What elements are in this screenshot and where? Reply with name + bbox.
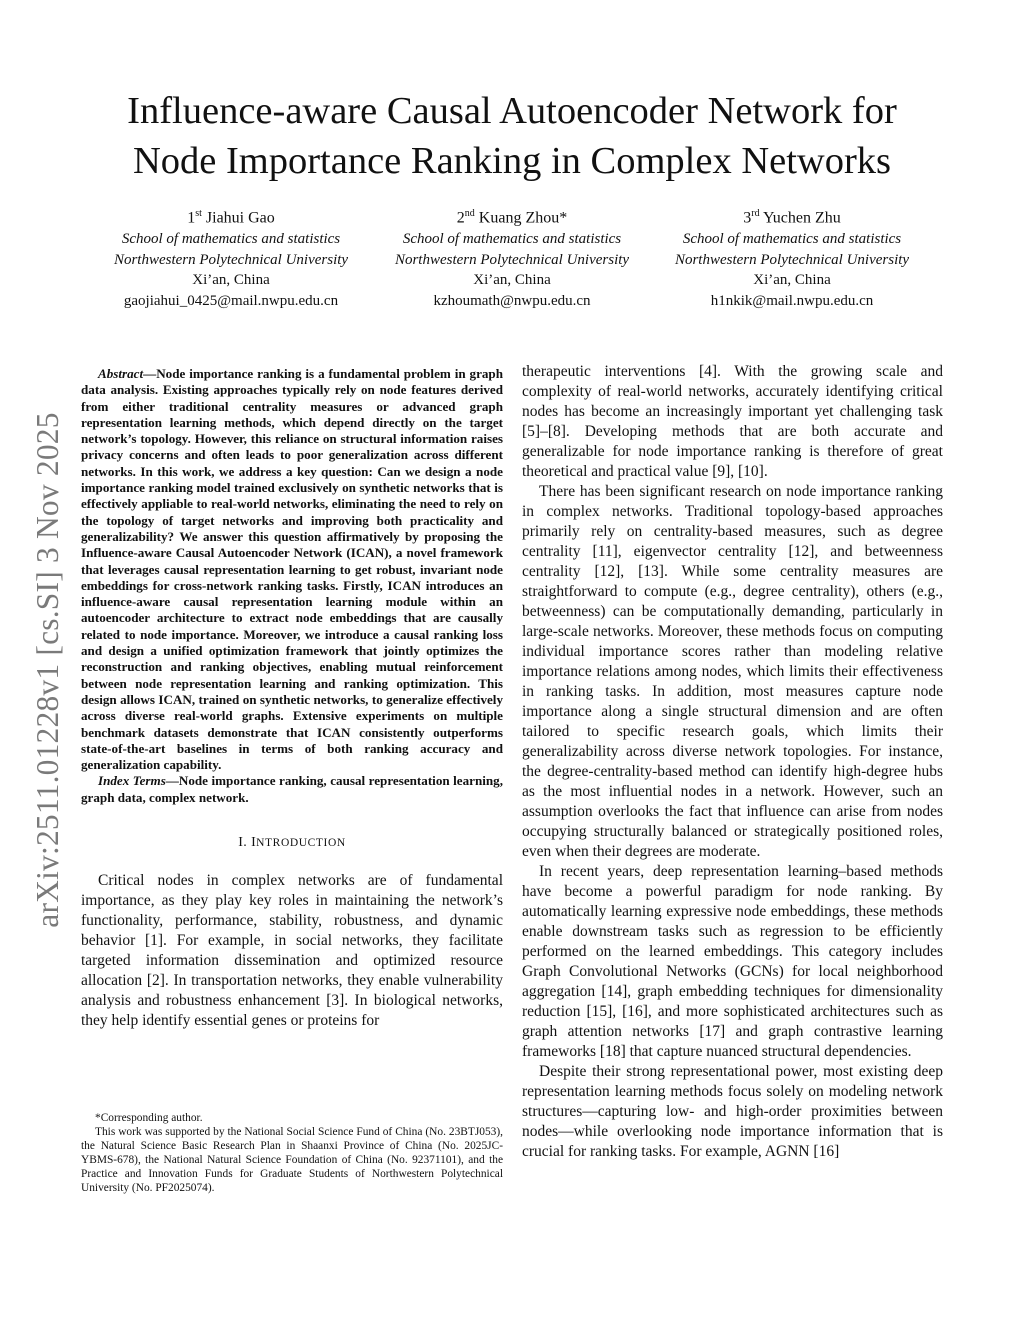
index-terms-text: —Node importance ranking, causal representation learning, graph data, complex network. [81, 773, 503, 805]
title-line-1: Influence-aware Causal Autoencoder Network for [127, 90, 897, 132]
arxiv-identifier: arXiv:2511.01228v1 [cs.SI] 3 Nov 2025 [30, 412, 65, 928]
author-location: Xi’an, China [753, 272, 831, 289]
author-name: Kuang Zhou* [478, 209, 568, 227]
author-1 [86, 203, 376, 311]
author-university: Northwestern Polytechnical University [394, 251, 630, 268]
author-department: School of mathematics and statistics [402, 231, 622, 248]
author-email: h1nkik@mail.nwpu.edu.cn [710, 292, 874, 309]
section-heading-introduction [81, 835, 503, 851]
author-location: Xi’an, China [192, 272, 270, 289]
funding-note: This work was supported by the National Social Science Fund of China (No. 23BTJ053), the Natural Science Basic Research Plan in Shaanxi Province of China (No. 2025JC-YBMS-678), the National Natural Science Foundation of China (No. 92371101), and the Practice and Innovation Funds for Graduate Students of Northwestern Polytechnical University (No. PF2025074). [81, 1126, 503, 1195]
section-title-rest: NTRODUCTION [256, 837, 346, 850]
author-ordinal: 3 [743, 209, 752, 227]
author-ordinal-suffix: nd [464, 208, 475, 219]
author-university: Northwestern Polytechnical University [113, 251, 349, 268]
author-ordinal-suffix: st [195, 208, 202, 219]
footnotes [81, 1111, 503, 1196]
left-column [81, 362, 503, 1031]
intro-paragraph-3: There has been significant research on node importance ranking in complex networks. Traditional topology-based approaches primarily rely on centrality-based measures, such as degree centrality [11], eigenvector centrality [12], and betweenness centrality [12], [13]. While some centrality measures are straightforward to compute (e.g., degree centrality), others (e.g., betweenness) can be computationally demanding, particularly in large-scale networks. Moreover, these methods focus on computing individual importance scores rather than modeling relative importance relations among nodes, which limits their effectiveness in ranking tasks. In addition, most measures capture node importance along a single structural dimension and are often tailored to specific research goals, which limits their generalizability across diverse network topologies. For instance, the degree-centrality-based method can identify high-degree hubs as the most influential nodes in a network. However, such an assumption overlooks the fact that influence can arise from nodes occupying structurally balanced or strategically positioned roles, even when their degrees are moderate. [522, 483, 943, 860]
index-terms-label: Index Terms [98, 773, 166, 789]
author-2 [367, 203, 657, 311]
intro-paragraph-1: Critical nodes in complex networks are of fundamental importance, as they play key roles in maintaining the network’s functionality, performance, stability, robustness, and dynamic behavior [1]. For example, in social networks, they facilitate targeted information dissemination and optimized resource allocation [2]. In transportation networks, they enable vulnerability analysis and robustness enhancement [3]. In biological networks, they help identify essential genes or proteins for [81, 872, 503, 1030]
corresponding-author-note: *Corresponding author. [95, 1112, 203, 1124]
intro-paragraph-5: Despite their strong representational power, most existing deep representation learning methods focus solely on modeling network structures—capturing low- and high-order proximities between nodes—while overlooking node importance information that is crucial for ranking tasks. For example, AGNN [16] [522, 1063, 943, 1160]
author-location: Xi’an, China [473, 272, 551, 289]
author-email: kzhoumath@nwpu.edu.cn [433, 292, 591, 309]
author-email: gaojiahui_0425@mail.nwpu.edu.cn [123, 292, 339, 309]
abstract [81, 366, 503, 773]
author-name: Yuchen Zhu [762, 209, 841, 227]
author-name: Jiahui Gao [205, 209, 275, 227]
right-column [522, 362, 943, 1162]
author-ordinal: 2 [456, 209, 465, 227]
author-university: Northwestern Polytechnical University [674, 251, 910, 268]
abstract-text: —Node importance ranking is a fundamental problem in graph data analysis. Existing approaches typically rely on node features derived from either traditional centrality measures or advanced graph representation learning methods, which depend directly on the target network’s topology. However, this reliance on structural information raises privacy concerns and often leads to poor generalization across different networks. In this work, we address a key question: Can we design a node importance ranking model trained exclusively on synthetic networks that is effectively appliable to real-world networks, eliminating the need to rely on the topology of target networks and improving both practicality and generalizability? We answer this question affirmatively by proposing the Influence-aware Causal Autoencoder Network (ICAN), a novel framework that leverages causal representation learning to get robust, invariant node embeddings for cross-network ranking tasks. Firstly, ICAN introduces an influence-aware causal representation learning module within an autoencoder architecture to extract node embeddings that are causally related to node importance. Moreover, we introduce a causal ranking loss and design a unified optimization framework that jointly optimizes the reconstruction and ranking objectives, enabling mutual reinforcement between node representation learning and ranking optimization. This design allows ICAN, trained on synthetic networks, to generalize effectively across diverse real-world graphs. Extensive experiments on multiple benchmark datasets demonstrate that ICAN consistently outperforms state-of-the-art baselines in terms of both ranking accuracy and generalization capability. [81, 366, 503, 773]
author-department: School of mathematics and statistics [682, 231, 902, 248]
section-numeral: I. [238, 835, 248, 851]
section-title-initial: I [251, 835, 257, 851]
author-department: School of mathematics and statistics [121, 231, 341, 248]
intro-paragraph-4: In recent years, deep representation learning–based methods have become a powerful paradigm for node ranking. By automatically learning expressive node embeddings, these methods enable downstream tasks such as regression to be efficiently performed on the learned embeddings. This category includes Graph Convolutional Networks (GCNs) for local neighborhood aggregation [14], graph embedding techniques for dimensionality reduction [15], [16], and more sophisticated architectures such as graph attention networks [17] and graph contrastive learning frameworks [18] that capture nuanced structural dependencies. [522, 863, 943, 1060]
author-ordinal-suffix: rd [751, 208, 760, 219]
intro-paragraph-2: therapeutic interventions [4]. With the growing scale and complexity of real-world networks, accurately identifying critical nodes has become an increasingly important yet challenging task [5]–[8]. Developing methods that are both accurate and generalizable for node importance ranking is therefore of great theoretical and practical value [9], [10]. [522, 363, 943, 480]
index-terms [81, 773, 503, 806]
title-line-2: Node Importance Ranking in Complex Networks [132, 140, 892, 182]
paper-title [0, 86, 1024, 186]
abstract-label: Abstract [98, 366, 144, 381]
author-ordinal: 1 [187, 209, 196, 227]
author-3 [647, 203, 937, 311]
